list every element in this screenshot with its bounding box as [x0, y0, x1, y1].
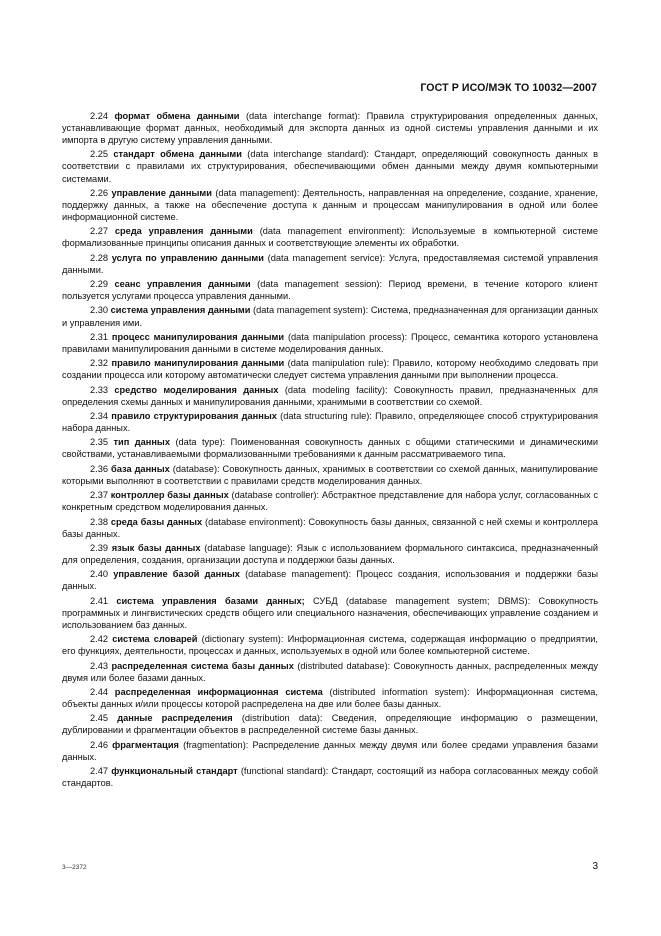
- definition-entry: [62, 304, 598, 328]
- entry-number: 2.36: [90, 463, 109, 474]
- entry-definition: (data interchange format): Правила структурирования определенных данных, устанавливающие формат данных, необходимый для экспорта данных из одной системы управления данными и их импорта в другую систему управления данными.: [62, 111, 598, 146]
- entry-term: среда базы данных: [110, 516, 203, 527]
- entry-number: 2.38: [90, 516, 109, 527]
- entry-term: процесс манипулирования данными: [111, 331, 285, 342]
- entry-number: 2.33: [90, 384, 109, 395]
- entry-definition: (database management): Процесс создания, использования и поддержки базы данных.: [62, 569, 598, 592]
- entry-number: 2.28: [90, 252, 109, 263]
- document-body: [62, 110, 598, 792]
- entry-definition: (database): Совокупность данных, хранимых в соответствии со схемой данных, манипулирование которыми выполняют в соответствии с правилами средств моделирования данных.: [62, 463, 599, 486]
- entry-term: база данных: [111, 463, 170, 474]
- definition-entry: [62, 712, 598, 736]
- definition-entry: [62, 489, 598, 513]
- definition-entry: [62, 463, 598, 487]
- entry-definition: (data management system): Система, предназначенная для организации данных и управления ими.: [62, 305, 598, 328]
- entry-definition: (data manipulation process): Процесс, семантика которого установлена правилами манипулирования данными в системе моделирования данных.: [62, 331, 599, 354]
- entry-definition: (dictionary system): Информационная система, содержащая информацию о предприятии, его функциях, деятельности, процессах и данных, используемых в одной или более компьютерной системе.: [62, 634, 598, 657]
- entry-number: 2.34: [90, 411, 109, 422]
- entry-term: контроллер базы данных: [110, 490, 229, 501]
- definition-entry: [62, 278, 598, 302]
- footer-print-code: 3—2372: [62, 864, 87, 871]
- entry-definition: (data manipulation rule): Правило, которому необходимо следовать при создании процесса или которому автоматически следует система управления данными при выполнении процесса.: [62, 358, 598, 381]
- entry-number: 2.44: [90, 687, 109, 697]
- entry-term: среда управления данными: [114, 226, 253, 237]
- entry-term: правило манипулирования данными: [111, 358, 285, 369]
- entry-term: правило структурирования данных: [111, 411, 277, 422]
- entry-number: 2.27: [90, 226, 109, 237]
- entry-term: распределенная информационная система: [114, 687, 323, 697]
- entry-term: тип данных: [113, 437, 170, 448]
- definition-entry: [62, 110, 598, 146]
- entry-number: 2.46: [90, 739, 109, 750]
- definition-entry: [62, 225, 598, 249]
- definition-entry: [62, 633, 598, 657]
- entry-definition: (database environment): Совокупность базы данных, связанной с ней схемы и контроллера базы данных.: [62, 516, 598, 539]
- entry-number: 2.26: [90, 187, 109, 198]
- definition-entry: [62, 765, 598, 789]
- definition-entry: [62, 542, 598, 566]
- entry-number: 2.43: [90, 660, 109, 671]
- entry-definition: (data management service): Услуга, предоставляемая системой управления данными.: [62, 252, 598, 275]
- definition-entry: [62, 384, 598, 408]
- page-number: 3: [592, 861, 598, 872]
- entry-definition: (functional standard): Стандарт, состоящий из набора согласованных между собой стандартов.: [62, 766, 598, 789]
- entry-term: система управления базами данных;: [116, 595, 305, 606]
- entry-number: 2.37: [90, 490, 109, 501]
- definition-entry: [62, 568, 598, 592]
- entry-definition: (data management session): Период времени, в течение которого клиент пользуется услугами процесса управления данными.: [62, 279, 598, 302]
- entry-number: 2.47: [90, 766, 109, 777]
- entry-term: система словарей: [112, 634, 198, 645]
- entry-definition: (fragmentation): Распределение данных между двумя или более средами управления базами данных.: [62, 739, 598, 762]
- entry-term: стандарт обмена данными: [113, 149, 242, 160]
- definition-entry: [62, 357, 598, 381]
- entry-term: формат обмена данными: [114, 111, 240, 121]
- entry-definition: (distributed information system): Информационная система, объекты данных и/или процессы которой распределена на две или более базы данных.: [62, 687, 598, 710]
- entry-term: язык базы данных: [111, 543, 201, 553]
- entry-term: услуга по управлению данными: [111, 252, 264, 263]
- definition-entry: [62, 410, 598, 434]
- definition-entry: [62, 516, 598, 540]
- entry-definition: (data management): Деятельность, направленная на определение, создание, хранение, поддержку данных, а также на обеспечение доступа к данным и процессам манипулирования в одной или более информационной системе.: [62, 187, 598, 222]
- entry-term: система управления данными: [110, 305, 251, 316]
- definition-entry: [62, 686, 598, 710]
- entry-number: 2.40: [90, 569, 109, 580]
- entry-number: 2.39: [90, 543, 109, 553]
- entry-term: функциональный стандарт: [111, 766, 238, 777]
- definition-entry: [62, 331, 598, 355]
- entry-number: 2.30: [90, 305, 109, 316]
- entry-definition: (data management environment): Используемые в компьютерной системе формализованные принципы описания данных и соответствующие элементы их обработки.: [62, 226, 598, 249]
- entry-definition: (data interchange standard): Стандарт, определяющий совокупность данных в соответствии с правилами их структурирования, обеспечивающими обмен данными между двумя компьютерными системами.: [62, 149, 598, 184]
- entry-term: управление базой данных: [113, 569, 240, 580]
- entry-number: 2.35: [90, 437, 109, 448]
- entry-term: сеанс управления данными: [114, 279, 251, 290]
- entry-definition: (data type): Поименованная совокупность данных с общими статическими и динамическими свойствами, устанавливаемыми формализованными требованиями к данным рассматриваемого типа.: [62, 437, 599, 460]
- definition-entry: [62, 595, 598, 631]
- entry-term: фрагментация: [112, 739, 179, 750]
- entry-number: 2.31: [90, 331, 109, 342]
- entry-number: 2.24: [90, 111, 109, 121]
- entry-term: распределенная система базы данных: [111, 660, 294, 671]
- definition-entry: [62, 436, 598, 460]
- entry-term: средство моделирования данных: [114, 384, 279, 395]
- definition-entry: [62, 739, 598, 763]
- page-header-title: ГОСТ Р ИСО/МЭК ТО 10032—2007: [420, 82, 597, 94]
- entry-term: управление данными: [111, 187, 212, 198]
- entry-definition: (data structuring rule): Правило, определяющее способ структурирования набора данных.: [62, 411, 599, 434]
- entry-definition: (distributed database): Совокупность данных, распределенных между двумя или более базами данных.: [62, 660, 598, 683]
- entry-definition: СУБД (database management system; DBMS): Совокупность программных и лингвистических средств общего или специального назначения, обеспечивающих управление созданием и использованием баз данных.: [62, 595, 599, 630]
- entry-definition: (distribution data): Сведения, определяющие информацию о размещении, дублировании и фрагментации объектов в распределенной системе базы данных.: [62, 713, 598, 736]
- entry-number: 2.29: [90, 279, 109, 290]
- definition-entry: [62, 148, 598, 184]
- definition-entry: [62, 660, 598, 684]
- entry-number: 2.32: [90, 358, 109, 369]
- definition-entry: [62, 187, 598, 223]
- definition-entry: [62, 252, 598, 276]
- entry-number: 2.45: [90, 713, 109, 724]
- entry-definition: (database language): Язык с использованием формального синтаксиса, предназначенный для определения, создания, организации доступа и поддержки базы данных.: [62, 543, 599, 566]
- entry-definition: (database controller): Абстрактное представление для набора услуг, согласованных с конкретным средством моделирования данных.: [62, 490, 598, 513]
- entry-number: 2.25: [90, 149, 109, 160]
- entry-number: 2.42: [90, 634, 109, 645]
- entry-definition: (data modeling facility): Совокупность правил, предназначенных для определения схемы данных и манипулирования данными, хранимыми в соответствии со схемой.: [62, 384, 598, 407]
- entry-number: 2.41: [90, 595, 109, 606]
- entry-term: данные распределения: [117, 713, 233, 724]
